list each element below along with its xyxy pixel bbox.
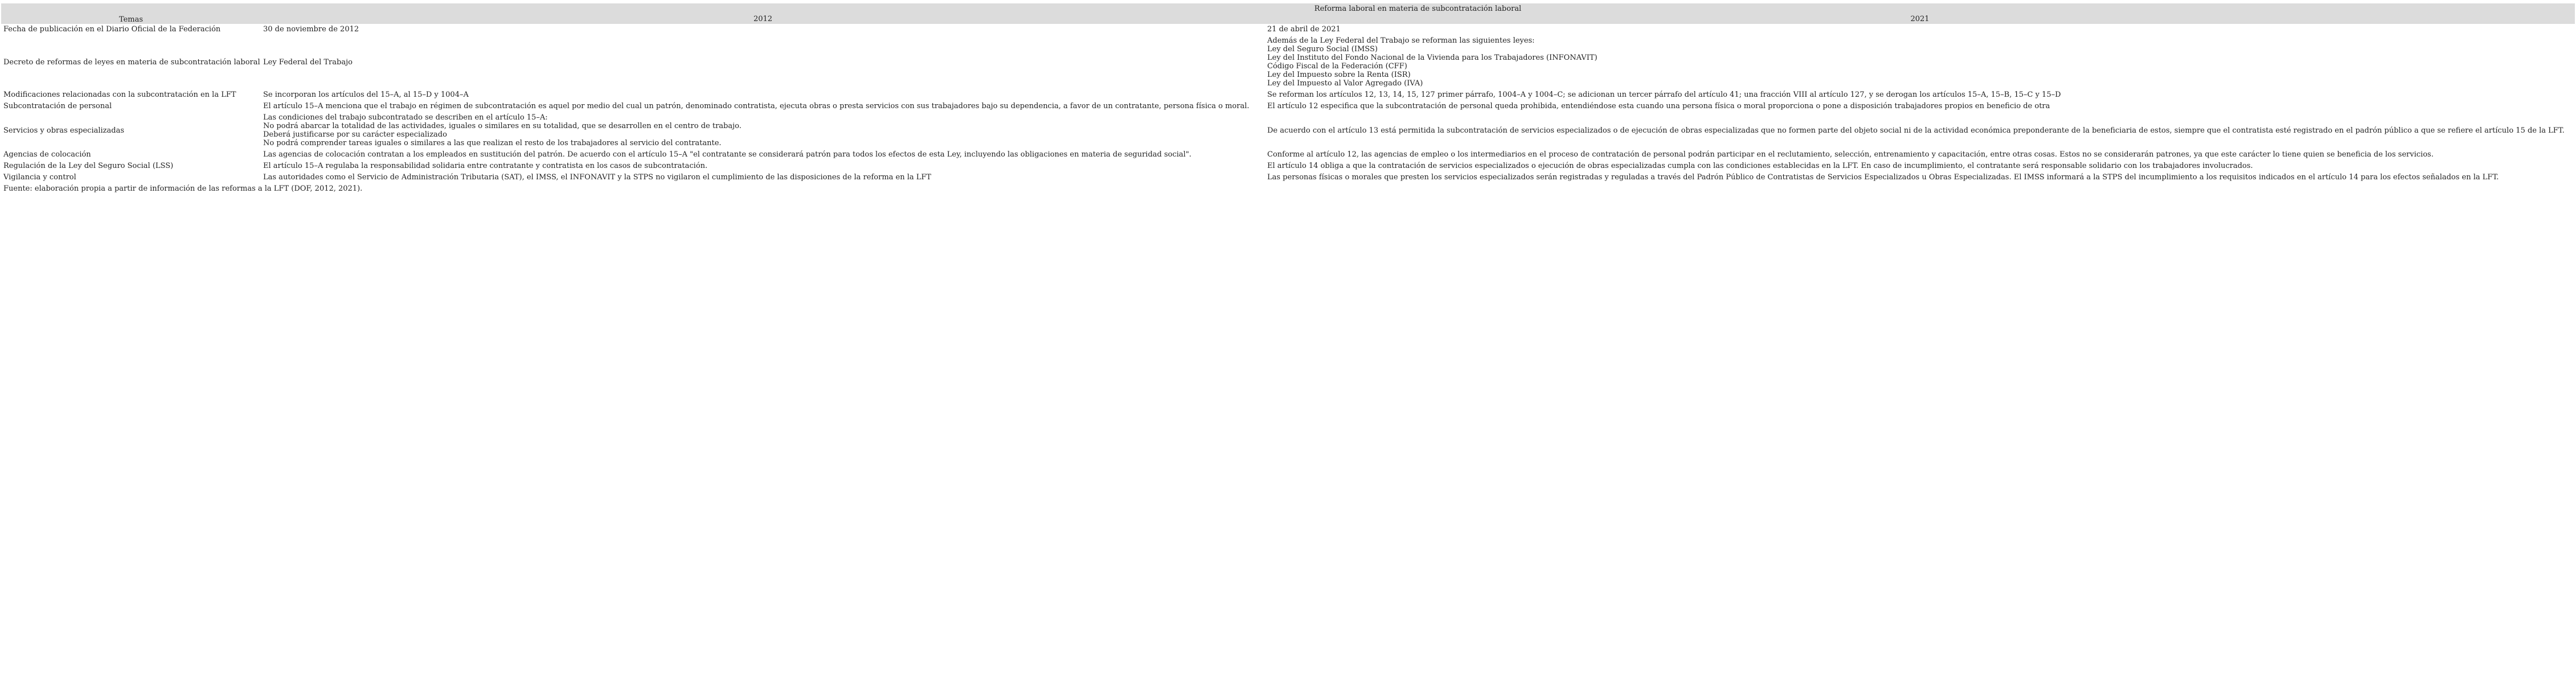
cell-2012 xyxy=(261,172,1265,183)
cell-line: El artículo 15–A menciona que el trabajo en régimen de subcontratación es aquel por medio del cual un patrón, denominado contratista, ejecuta obras o presta servicios con sus trabajadores bajo su dependencia, a favor de un contratante, persona física o moral. xyxy=(263,102,1250,110)
row-topic: Servicios y obras especializadas xyxy=(3,126,125,135)
cell-2021 xyxy=(1265,161,2575,172)
table-row xyxy=(1,89,2575,101)
table-row xyxy=(1,112,2575,149)
cell-line: Ley del Impuesto sobre la Renta (ISR) xyxy=(1267,71,1411,79)
row-topic: Modificaciones relacionadas con la subcontratación en la LFT xyxy=(3,91,236,99)
table-row xyxy=(1,35,2575,89)
year-header-row xyxy=(1,14,2575,24)
row-topic: Regulación de la Ley del Seguro Social (LSS) xyxy=(3,162,174,170)
row-topic: Vigilancia y control xyxy=(3,173,76,182)
year-2021-header: 2021 xyxy=(1265,14,2575,24)
table-row xyxy=(1,101,2575,112)
cell-2021 xyxy=(1265,24,2575,35)
row-topic: Agencias de colocación xyxy=(3,150,91,159)
cell-line: Código Fiscal de la Federación (CFF) xyxy=(1267,62,1407,71)
cell-line: De acuerdo con el artículo 13 está permitida la subcontratación de servicios especializados o de ejecución de obras especializadas que no formen parte del objeto social ni de la actividad económica preponderante de la beneficiaria de estos, siempre que el contratista esté registrado en el padrón público a que se refiere el artículo 15 de la LFT. xyxy=(1267,126,2565,135)
cell-line: Además de la Ley Federal del Trabajo se reforman las siguientes leyes: xyxy=(1267,36,1535,45)
cell-2012 xyxy=(261,35,1265,89)
cell-line: Ley del Impuesto al Valor Agregado (IVA) xyxy=(1267,79,1423,88)
cell-2012 xyxy=(261,101,1265,112)
cell-line: No podrá abarcar la totalidad de las actividades, iguales o similares en su totalidad, que se desarrollen en el centro de trabajo. xyxy=(263,122,742,130)
cell-line: Ley Federal del Trabajo xyxy=(263,57,353,67)
table-row xyxy=(1,161,2575,172)
table-caption: Reforma laboral en materia de subcontratación laboral xyxy=(261,3,2575,14)
table-row xyxy=(1,172,2575,183)
cell-2021 xyxy=(1265,112,2575,149)
cell-2012 xyxy=(261,89,1265,101)
reform-document xyxy=(1,3,2575,194)
cell-line: El artículo 14 obliga a que la contratación de servicios especializados o ejecución de obras especializadas cumpla con las condiciones establecidas en la LFT. En caso de incumplimiento, el contratante será responsable solidario con los trabajadores involucrados. xyxy=(1267,162,2253,170)
cell-line: Las personas físicas o morales que presten los servicios especializados serán registradas y reguladas a través del Padrón Público de Contratistas de Servicios Especializados u Obras Especializadas. El IMSS informará a la STPS del incumplimiento a los requisitos indicados en el artículo 14 para los efectos señalados en la LFT. xyxy=(1267,173,2499,182)
reform-table xyxy=(1,3,2575,183)
cell-2021 xyxy=(1265,35,2575,89)
cell-line: El artículo 12 especifica que la subcontratación de personal queda prohibida, entendiéndose esta cuando una persona física o moral proporciona o pone a disposición trabajadores propios en beneficio de otra xyxy=(1267,102,2050,110)
cell-line: Deberá justificarse por su carácter especializado xyxy=(263,130,447,139)
cell-2012 xyxy=(261,149,1265,161)
table-body xyxy=(1,24,2575,183)
cell-line: 21 de abril de 2021 xyxy=(1267,25,1341,34)
cell-line: Las autoridades como el Servicio de Administración Tributaria (SAT), el IMSS, el INFONAVIT y la STPS no vigilaron el cumplimiento de las disposiciones de la reforma en la LFT xyxy=(263,173,932,182)
row-topic: Subcontratación de personal xyxy=(3,102,112,110)
cell-2012 xyxy=(261,112,1265,149)
cell-line: Ley del Seguro Social (IMSS) xyxy=(1267,45,1378,54)
cell-line: Las agencias de colocación contratan a los empleados en sustitución del patrón. De acuerdo con el artículo 15–A "el contratante se considerará patrón para todos los efectos de esta Ley, incluyendo las obligaciones en materia de seguridad social". xyxy=(263,150,1191,159)
cell-line: No podrá comprender tareas iguales o similares a las que realizan el resto de los trabajadores al servicio del contratante. xyxy=(263,139,722,147)
cell-line: Se incorporan los artículos del 15–A, al 15–D y 1004–A xyxy=(263,91,469,99)
cell-line: El artículo 15–A regulaba la responsabilidad solidaria entre contratante y contratista en los casos de subcontratación. xyxy=(263,162,708,170)
year-2012-header: 2012 xyxy=(261,14,1265,24)
cell-2021 xyxy=(1265,172,2575,183)
cell-2021 xyxy=(1265,89,2575,101)
topic-column-header: Temas xyxy=(1,3,261,24)
cell-line: Conforme al artículo 12, las agencias de empleo o los intermediarios en el proceso de contratación de personal podrán participar en el reclutamiento, selección, entrenamiento y capacitación, entre otras cosas. Estos no se considerarán patrones, ya que este carácter lo tiene quien se beneficia de los servicios. xyxy=(1267,150,2434,159)
source-note: Fuente: elaboración propia a partir de información de las reformas a la LFT (DOF, 2012, 2021). xyxy=(3,184,363,193)
cell-line: 30 de noviembre de 2012 xyxy=(263,25,359,34)
row-topic: Fecha de publicación en el Diario Oficial de la Federación xyxy=(3,25,221,34)
cell-2012 xyxy=(261,24,1265,35)
table-header-row xyxy=(1,3,2575,14)
table-row xyxy=(1,24,2575,35)
cell-line: Ley del Instituto del Fondo Nacional de la Vivienda para los Trabajadores (INFONAVIT) xyxy=(1267,54,1598,62)
cell-line: Se reforman los artículos 12, 13, 14, 15, 127 primer párrafo, 1004–A y 1004–C; se adicionan un tercer párrafo del artículo 41; una fracción VIII al artículo 127, y se derogan los artículos 15–A, 15–B, 15–C y 15–D xyxy=(1267,91,2061,99)
cell-2021 xyxy=(1265,149,2575,161)
cell-2012 xyxy=(261,161,1265,172)
row-topic: Decreto de reformas de leyes en materia de subcontratación laboral xyxy=(3,57,260,67)
table-row xyxy=(1,149,2575,161)
cell-line: Las condiciones del trabajo subcontratado se describen en el artículo 15–A: xyxy=(263,113,548,122)
cell-2021 xyxy=(1265,101,2575,112)
